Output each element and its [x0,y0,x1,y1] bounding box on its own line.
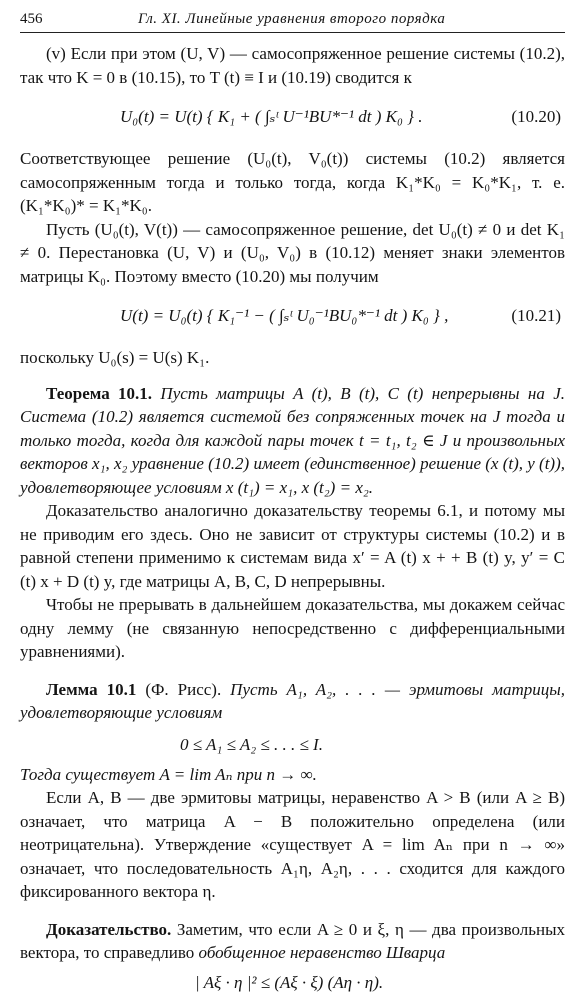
paragraph-pust: Пусть (U₀(t), V(t)) — самосопряженное решение, det U₀(t) ≠ 0 и det K₁ ≠ 0. Перестановка (U, V) и (U₀, V₀) в (10.12) меняет знаки элементов матрицы K₀. Поэтому вместо (10.20) мы получим [20,219,565,286]
equation-chain [20,725,565,763]
equation-chain-formula: 0 ≤ A₁ ≤ A₂ ≤ . . . ≤ I. [180,734,323,754]
paragraph-then: Тогда существует A = lim Aₙ при n → ∞. [20,764,317,784]
page [20,8,565,1001]
theorem-text: Пусть матрицы A (t), B (t), C (t) непрерывны на J. Система (10.2) является системой без сопряженных точек на J тогда и только тогда, когда для каждой пары точек t = t₁, t₂ ∈ J и произвольных векторов x₁, x₂ уравнение (10.2) имеет (единственное) решение (x (t), y (t)), удовлетворяющее условиям x (t₁) = x₁, x (t₂) = x₂. [20,383,565,497]
equation-10-21-formula: U(t) = U₀(t) { K₁⁻¹ − ( ∫ₛᵗ U₀⁻¹BU₀*⁻¹ dt ) K₀ } , [120,306,449,325]
equation-10-20 [20,89,565,147]
equation-10-21-number: (10.21) [511,306,561,325]
theorem-10-1 [20,382,565,500]
running-header [20,8,565,32]
paragraph-if: Если A, B — две эрмитовы матрицы, неравенство A > B (или A ≥ B) означает, что матрица A − B положительно определена (или неотрицательна). Утверждение «существует A = lim Aₙ при n → ∞» означает, что последовательность A₁η, A₂η, . . . сходится для каждого фиксированного вектора η. [20,788,565,901]
running-title: Гл. XI. Линейные уравнения второго порядка [138,11,446,27]
lemma-text: Пусть A₁, A₂, . . . — эрмитовы матрицы, удовлетворяющие условиям [20,679,565,722]
equation-schwarz-formula: | Aξ · η |² ≤ (Aξ · ξ) (Aη · η). [195,972,384,992]
equation-schwarz [20,965,565,1001]
lemma-10-1 [20,678,565,725]
page-number: 456 [20,11,43,27]
lemma-attribution: (Ф. Рисс). [145,679,222,699]
paragraph-proof-analog: Доказательство аналогично доказательству теоремы 6.1, и потому мы не приводим его здесь. Оно не зависит от структуры системы (10.2) и в равной степени применимо к системам вида x′ = A (t) x + + B (t) y, y′ = C (t) x + D (t) y, где матрицы A, B, C, D непрерывны. [20,501,565,591]
paragraph-corresponding: Соответствующее решение (U₀(t), V₀(t)) системы (10.2) является самосопряженным тогда и только тогда, когда K₁*K₀ = K₀*K₁, т. е. (K₁*K₀)* = K₁*K₀. [20,149,565,215]
lemma-label: Лемма 10.1 [46,679,137,699]
equation-10-20-formula: U₀(t) = U(t) { K₁ + ( ∫ₛᵗ U⁻¹BU*⁻¹ dt ) K₀ } . [120,107,423,126]
paragraph-lemma-intro: Чтобы не прерывать в дальнейшем доказательства, мы докажем сейчас одну лемму (не связанную непосредственно с дифференциальными уравнениями). [20,595,565,661]
proof-paragraph [20,918,565,965]
equation-10-21 [20,288,565,346]
proof-italic-text: обобщенное неравенство Шварца [198,943,446,962]
theorem-label: Теорема 10.1. [46,383,153,403]
proof-label: Доказательство. [46,919,172,939]
paragraph-poskolku: поскольку U₀(s) = U(s) K₁. [20,348,210,367]
header-rule [20,32,565,33]
proof-text: Заметим, что если A ≥ 0 и ξ, η — два произвольных вектора, то справедливо [20,919,566,962]
equation-10-20-number: (10.20) [511,107,561,126]
paragraph-v: (v) Если при этом (U, V) — самосопряженное решение системы (10.2), так что K = 0 в (10.15), то T (t) ≡ I и (10.19) сводится к [20,44,565,87]
